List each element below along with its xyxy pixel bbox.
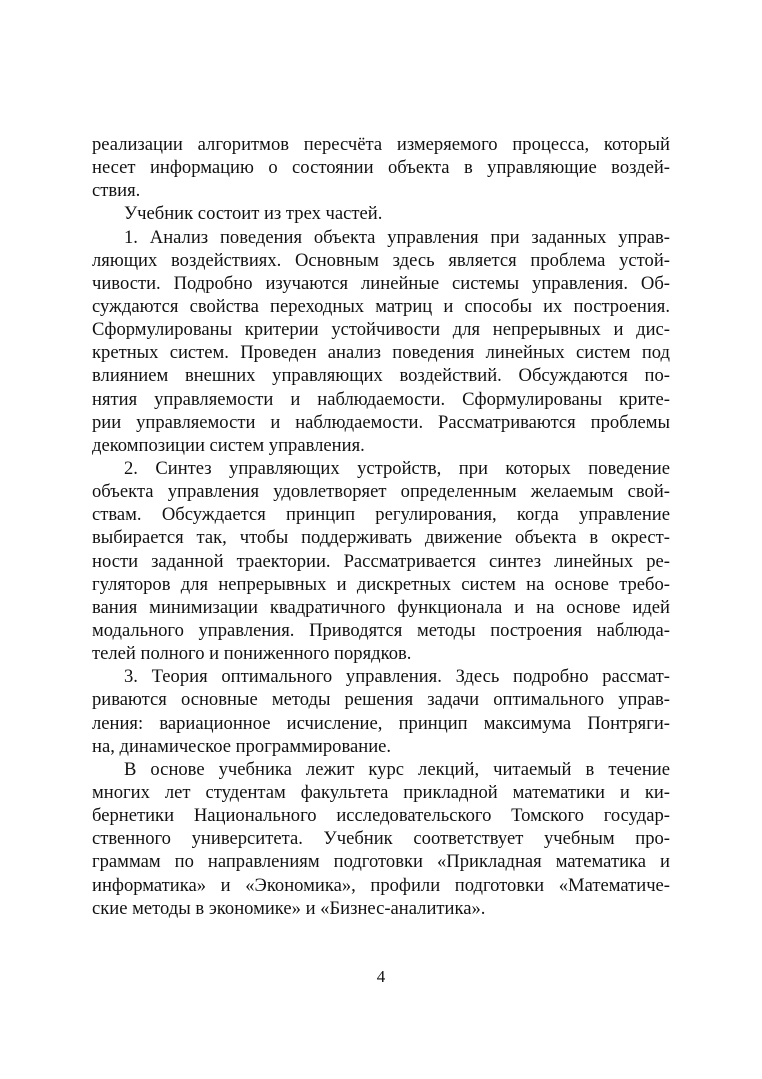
- text-line: модального управления. Приводятся методы построения наблюда-: [92, 619, 670, 641]
- text-line: 3. Теория оптимального управления. Здесь подробно рассмат-: [124, 666, 670, 688]
- text-line: ности заданной траектории. Рассматривается синтез линейных ре-: [92, 550, 670, 572]
- paragraph-course-basis: [92, 758, 670, 920]
- text-line: гуляторов для непрерывных и дискретных систем на основе требо-: [92, 573, 670, 595]
- paragraph-continuation: [92, 133, 670, 202]
- text-line: бернетики Национального исследовательского Томского государ-: [92, 805, 670, 827]
- text-line: реализации алгоритмов пересчёта измеряемого процесса, который: [92, 134, 670, 155]
- page-body: [92, 133, 670, 920]
- text-line: вания минимизации квадратичного функционала и на основе идей: [92, 596, 670, 618]
- text-line: влиянием внешних управляющих воздействий. Обсуждаются по-: [92, 365, 670, 387]
- text-line: суждаются свойства переходных матриц и способы их построения.: [92, 295, 670, 317]
- text-line: ления: вариационное исчисление, принцип максимума Понтряги-: [92, 712, 670, 734]
- text-line: чивости. Подробно изучаются линейные системы управления. Об-: [92, 272, 670, 294]
- paragraph-part-1: [92, 226, 670, 457]
- text-line: Учебник состоит из трех частей.: [124, 203, 383, 225]
- text-line: несет информацию о состоянии объекта в управляющие воздей-: [92, 157, 670, 179]
- text-line: ские методы в экономике» и «Бизнес-аналитика».: [92, 897, 486, 919]
- text-line: ственного университета. Учебник соответствует учебным про-: [92, 828, 670, 850]
- text-line: В основе учебника лежит курс лекций, читаемый в течение: [124, 758, 670, 780]
- text-line: на, динамическое программирование.: [92, 735, 392, 757]
- text-line: ствия.: [92, 180, 141, 202]
- text-line: телей полного и пониженного порядков.: [92, 643, 412, 665]
- text-line: информатика» и «Экономика», профили подготовки «Математиче-: [92, 874, 670, 896]
- text-line: выбирается так, чтобы поддерживать движение объекта в окрест-: [92, 527, 670, 549]
- text-line: риваются основные методы решения задачи оптимального управ-: [92, 689, 670, 711]
- paragraph-intro: [92, 202, 670, 225]
- text-line: декомпозиции систем управления.: [92, 434, 365, 456]
- text-line: Сформулированы критерии устойчивости для непрерывных и дис-: [92, 319, 670, 341]
- text-line: 1. Анализ поведения объекта управления при заданных управ-: [124, 226, 670, 248]
- text-line: объекта управления удовлетворяет определенным желаемым свой-: [92, 481, 670, 503]
- text-line: 2. Синтез управляющих устройств, при которых поведение: [124, 457, 670, 479]
- text-line: ствам. Обсуждается принцип регулирования, когда управление: [92, 504, 670, 526]
- text-line: ляющих воздействиях. Основным здесь является проблема устой-: [92, 249, 670, 271]
- text-line: многих лет студентам факультета прикладной математики и ки-: [92, 781, 670, 803]
- text-line: кретных систем. Проведен анализ поведения линейных систем под: [92, 342, 670, 364]
- text-line: нятия управляемости и наблюдаемости. Сформулированы крите-: [92, 388, 670, 410]
- text-line: рии управляемости и наблюдаемости. Рассматриваются проблемы: [92, 411, 670, 433]
- paragraph-part-3: [92, 665, 670, 758]
- text-line: граммам по направлениям подготовки «Прикладная математика и: [92, 851, 670, 873]
- paragraph-part-2: [92, 457, 670, 665]
- page-number: 4: [376, 967, 386, 986]
